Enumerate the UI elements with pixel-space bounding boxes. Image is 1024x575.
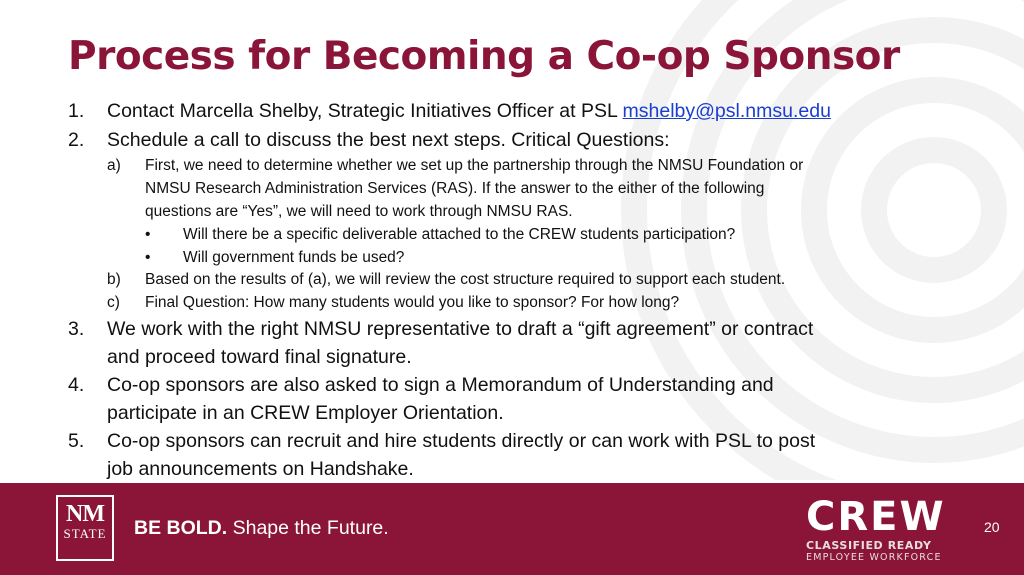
tagline-bold: BE BOLD.	[134, 517, 228, 539]
sub-item-c: Final Question: How many students would you like to sponsor? For how long?	[145, 294, 680, 311]
sub-item-b: Based on the results of (a), we will review the cost structure required to support each student.	[145, 271, 786, 288]
bullet-marker-1: •	[145, 226, 151, 243]
list-marker-4: 4.	[68, 374, 85, 396]
list-item-5-line-1: Co-op sponsors can recruit and hire students directly or can work with PSL to post	[107, 430, 816, 452]
slide-title: Process for Becoming a Co-op Sponsor	[68, 34, 900, 79]
list-item-4-line-2: participate in an CREW Employer Orientation.	[107, 402, 504, 424]
sub-item-a-line-1: First, we need to determine whether we set up the partnership through the NMSU Foundation or	[145, 157, 804, 174]
crew-wordmark: CREW	[806, 494, 946, 540]
footer-tagline	[134, 517, 389, 540]
logo-state-text: STATE	[63, 526, 107, 541]
list-marker-2: 2.	[68, 129, 85, 151]
page-number: 20	[984, 519, 1000, 535]
bullet-marker-2: •	[145, 249, 151, 266]
list-marker-1: 1.	[68, 100, 85, 122]
sub-item-a-line-3: questions are “Yes”, we will need to work through NMSU RAS.	[145, 203, 573, 220]
sub-item-a-line-2: NMSU Research Administration Services (RAS). If the answer to the either of the following	[145, 180, 765, 197]
list-item-2: Schedule a call to discuss the best next steps. Critical Questions:	[107, 129, 670, 151]
bullet-item-2: Will government funds be used?	[183, 249, 405, 266]
nm-state-logo	[56, 495, 114, 561]
tagline-rest: Shape the Future.	[227, 517, 389, 539]
logo-nm-text: NM	[66, 501, 104, 527]
list-marker-3: 3.	[68, 318, 85, 340]
sub-marker-c: c)	[107, 294, 120, 311]
list-item-3-line-1: We work with the right NMSU representative to draft a “gift agreement” or contract	[107, 318, 814, 340]
crew-subtitle-1: CLASSIFIED READY	[806, 539, 932, 552]
bullet-item-1: Will there be a specific deliverable attached to the CREW students participation?	[183, 226, 736, 243]
list-marker-5: 5.	[68, 430, 85, 452]
list-item-5-line-2: job announcements on Handshake.	[107, 458, 414, 480]
crew-logo	[806, 494, 946, 563]
sub-marker-a: a)	[107, 157, 121, 174]
list-item-1-text: Contact Marcella Shelby, Strategic Initiatives Officer at PSL	[107, 100, 623, 122]
list-item-3-line-2: and proceed toward final signature.	[107, 346, 412, 368]
list-item-4-line-1: Co-op sponsors are also asked to sign a Memorandum of Understanding and	[107, 374, 774, 396]
email-link[interactable]: mshelby@psl.nmsu.edu	[622, 100, 831, 122]
footer-banner	[0, 483, 1024, 575]
crew-subtitle-2: EMPLOYEE WORKFORCE	[806, 552, 942, 563]
sub-marker-b: b)	[107, 271, 121, 288]
list-item-1	[107, 100, 831, 123]
